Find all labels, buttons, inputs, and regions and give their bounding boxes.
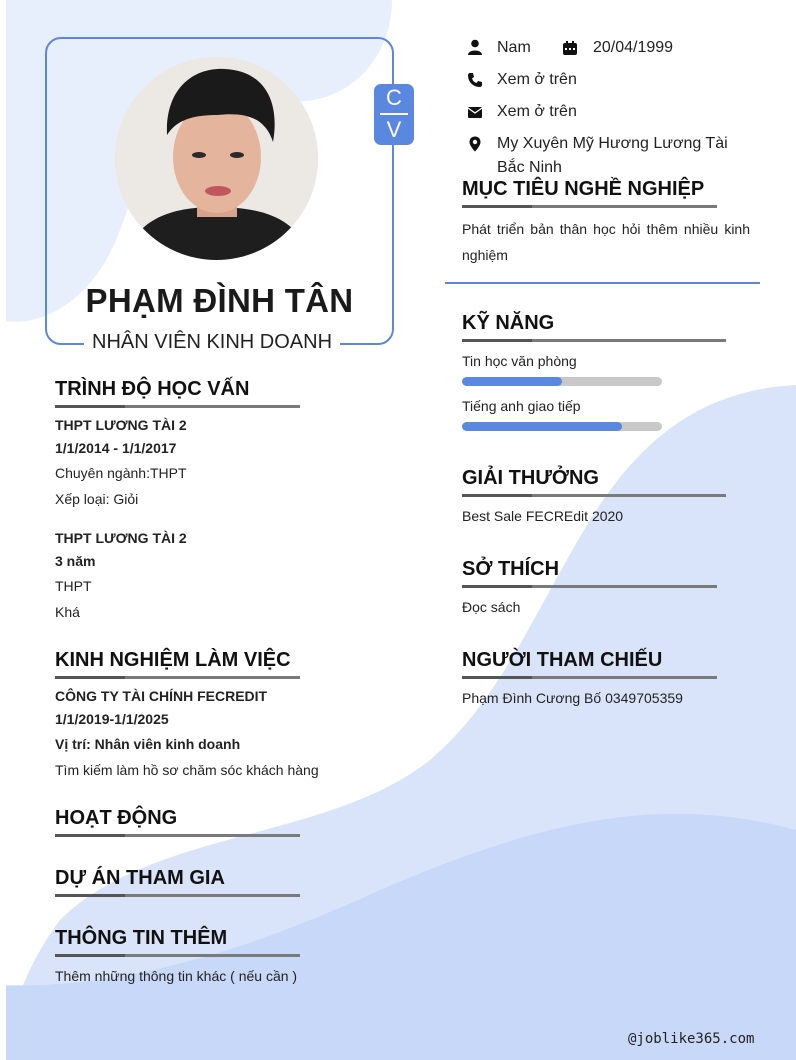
objective-rule	[462, 205, 717, 208]
education-major-2: THPT	[55, 578, 92, 594]
skill-label-1: Tin học văn phòng	[462, 353, 577, 369]
cv-badge	[374, 84, 414, 145]
education-period-2: 3 năm	[55, 553, 96, 569]
experience-position: Vị trí: Nhân viên kinh doanh	[55, 736, 241, 752]
calendar-icon	[562, 40, 578, 56]
awards-text: Best Sale FECREdit 2020	[462, 508, 624, 524]
contact-email: Xem ở trên	[497, 103, 577, 120]
objective-text: Phát triển bản thân học hỏi thêm nhiều kinh nghiệm	[462, 221, 750, 263]
projects-rule	[55, 894, 300, 897]
education-school-2: THPT LƯƠNG TÀI 2	[55, 530, 187, 546]
skill-fill-1	[462, 377, 562, 386]
cv-badge-bottom: V	[386, 117, 402, 142]
contact-address-line1: My Xuyên Mỹ Hương Lương Tài	[497, 135, 728, 152]
skill-fill-2	[462, 422, 622, 431]
education-grade-2: Khá	[55, 604, 80, 620]
left-margin-strip	[0, 0, 6, 1060]
skills-rule	[462, 339, 726, 342]
more-info-text: Thêm những thông tin khác ( nếu cần )	[55, 968, 298, 984]
watermark: @joblike365.com	[628, 1031, 755, 1047]
objective-title: MỤC TIÊU NGHỀ NGHIỆP	[462, 178, 705, 200]
job-title: NHÂN VIÊN KINH DOANH	[84, 331, 340, 354]
experience-description: Tìm kiếm làm hồ sơ chăm sóc khách hàng	[55, 762, 319, 778]
awards-rule	[462, 494, 726, 497]
education-major-1: Chuyên ngành:THPT	[55, 465, 187, 481]
education-school-1: THPT LƯƠNG TÀI 2	[55, 417, 187, 433]
more-info-title: THÔNG TIN THÊM	[55, 927, 228, 949]
skills-title: KỸ NĂNG	[462, 312, 555, 334]
awards-title: GIẢI THƯỞNG	[462, 467, 599, 489]
activities-title: HOẠT ĐỘNG	[55, 807, 178, 829]
phone-icon	[467, 72, 483, 88]
contact-address-line2: Bắc Ninh	[497, 159, 562, 176]
hobbies-title: SỞ THÍCH	[462, 558, 560, 580]
location-pin-icon	[467, 136, 483, 152]
hobbies-rule	[462, 585, 717, 588]
education-rule	[55, 405, 300, 408]
envelope-icon	[467, 104, 483, 120]
projects-title: DỰ ÁN THAM GIA	[55, 867, 225, 889]
skill-bar-1	[462, 377, 662, 386]
experience-company: CÔNG TY TÀI CHÍNH FECREDIT	[55, 688, 268, 704]
hobbies-text: Đọc sách	[462, 599, 521, 615]
skill-label-2: Tiếng anh giao tiếp	[462, 398, 581, 414]
avatar-illustration	[115, 57, 318, 260]
experience-title: KINH NGHIỆM LÀM VIỆC	[55, 649, 291, 671]
education-period-1: 1/1/2014 - 1/1/2017	[55, 440, 177, 456]
contact-birthday: 20/04/1999	[593, 39, 674, 56]
experience-period: 1/1/2019-1/1/2025	[55, 711, 169, 727]
skill-bar-2	[462, 422, 662, 431]
user-icon	[467, 39, 483, 55]
cv-badge-divider	[380, 113, 408, 115]
references-rule	[462, 676, 717, 679]
activities-rule	[55, 834, 300, 837]
contact-gender: Nam	[497, 39, 531, 56]
education-grade-1: Xếp loại: Giỏi	[55, 491, 139, 507]
more-info-rule	[55, 954, 300, 957]
full-name: PHẠM ĐÌNH TÂN	[85, 282, 354, 319]
references-text: Phạm Đình Cương Bố 0349705359	[462, 690, 683, 706]
experience-rule	[55, 676, 300, 679]
references-title: NGƯỜI THAM CHIẾU	[462, 649, 663, 671]
objective-divider	[445, 282, 760, 284]
contact-phone: Xem ở trên	[497, 71, 577, 88]
avatar	[115, 57, 318, 260]
cv-badge-top: C	[386, 85, 402, 110]
education-title: TRÌNH ĐỘ HỌC VẤN	[55, 378, 250, 400]
